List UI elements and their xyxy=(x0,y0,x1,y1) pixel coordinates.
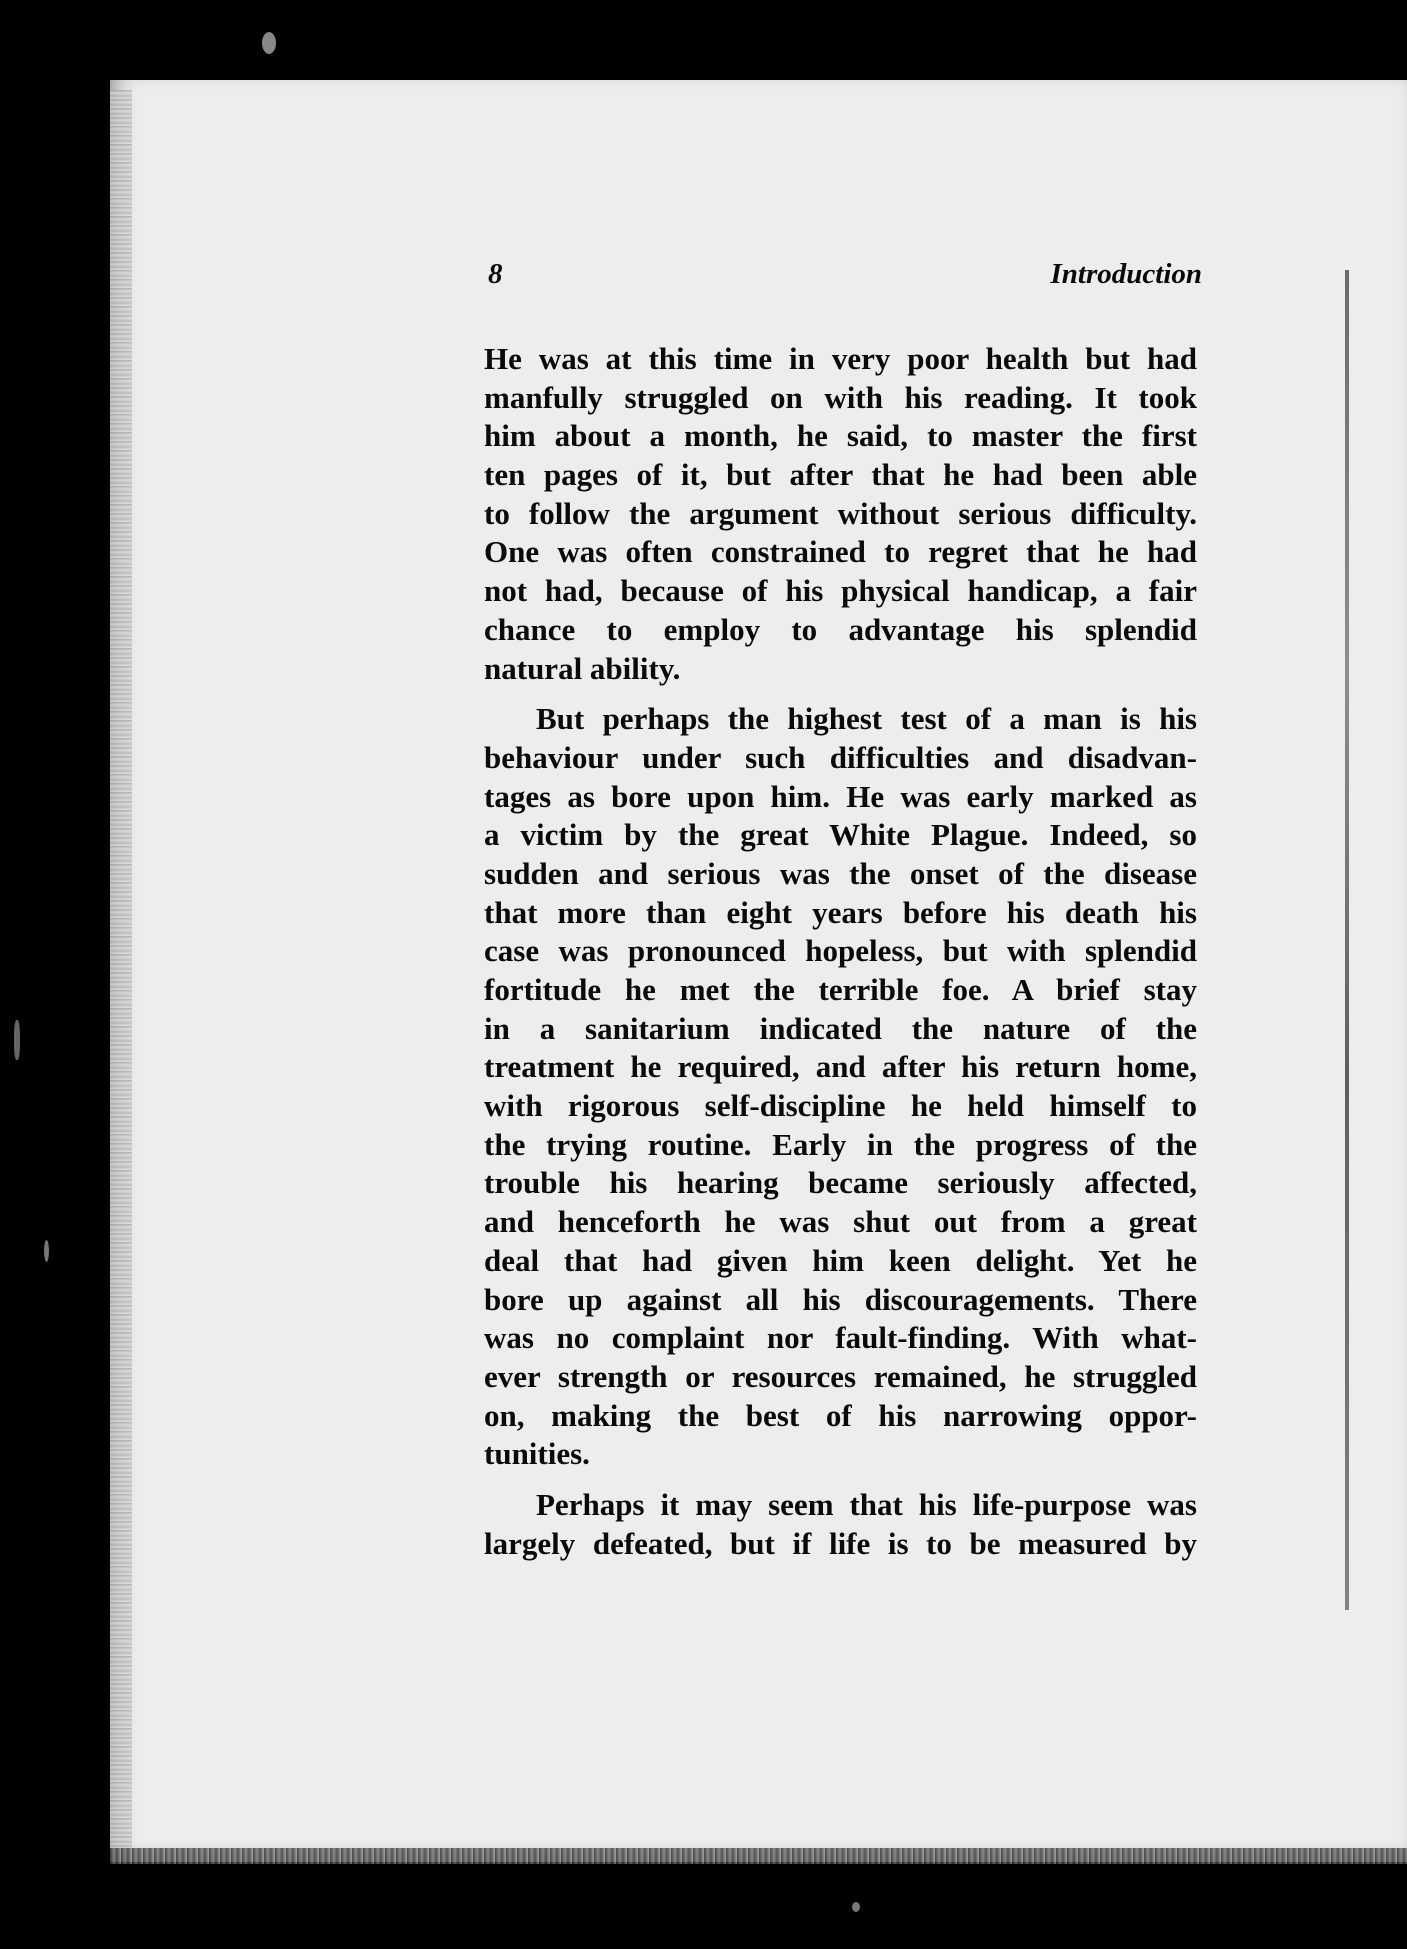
paragraph xyxy=(484,700,1197,1474)
text-line: ten pages of it, but after that he had been able xyxy=(484,457,1197,493)
text-line: tages as bore upon him. He was early marked as xyxy=(484,778,1197,814)
paragraph-gap xyxy=(484,1474,1197,1486)
text-line: ever strength or resources remained, he struggled xyxy=(484,1358,1197,1394)
paper-bottom-edge xyxy=(110,1848,1407,1864)
text-line: Perhaps it may seem that his life-purpose was xyxy=(536,1486,1197,1522)
text-line: sudden and serious was the onset of the disease xyxy=(484,855,1197,891)
text-line: treatment he required, and after his return home, xyxy=(484,1049,1197,1085)
text-line: largely defeated, but if life is to be measured by xyxy=(484,1525,1197,1561)
text-line: with rigorous self-discipline he held himself to xyxy=(484,1088,1197,1124)
text-line: and henceforth he was shut out from a great xyxy=(484,1204,1197,1240)
scan-speck xyxy=(262,32,276,54)
text-line: He was at this time in very poor health but had xyxy=(484,341,1197,376)
text-line: him about a month, he said, to master the first xyxy=(484,418,1197,454)
text-line: a victim by the great White Plague. Indeed, so xyxy=(484,817,1197,853)
page-number: 8 xyxy=(488,258,503,290)
page-fold-shadow xyxy=(1345,270,1349,1610)
text-line: deal that had given him keen delight. Yet he xyxy=(484,1242,1197,1278)
text-line: to follow the argument without serious difficulty. xyxy=(484,495,1197,531)
paragraph xyxy=(484,1486,1197,1563)
text-line: that more than eight years before his death his xyxy=(484,894,1197,930)
text-line: the trying routine. Early in the progress of the xyxy=(484,1126,1197,1162)
text-line: case was pronounced hopeless, but with splendid xyxy=(484,933,1197,969)
text-line: was no complaint nor fault-finding. With what- xyxy=(484,1320,1197,1356)
text-line: natural ability. xyxy=(484,650,681,686)
scan-speck xyxy=(44,1240,49,1262)
text-line: One was often constrained to regret that he had xyxy=(484,534,1197,570)
body-text xyxy=(484,340,1197,1563)
paragraph xyxy=(484,340,1197,688)
scan-speck xyxy=(14,1020,20,1060)
paper-left-edge xyxy=(110,90,132,1850)
scan-speck xyxy=(852,1902,860,1912)
running-head: Introduction xyxy=(1050,258,1202,290)
text-line: trouble his hearing became seriously affected, xyxy=(484,1165,1197,1201)
text-line: tunities. xyxy=(484,1436,590,1472)
text-line: not had, because of his physical handicap, a fair xyxy=(484,573,1197,609)
paragraph-gap xyxy=(484,688,1197,700)
text-line: manfully struggled on with his reading. It took xyxy=(484,379,1197,415)
text-line: on, making the best of his narrowing oppor- xyxy=(484,1397,1197,1433)
text-line: chance to employ to advantage his splendid xyxy=(484,611,1197,647)
text-line: in a sanitarium indicated the nature of the xyxy=(484,1010,1197,1046)
page-header xyxy=(488,258,1202,302)
text-line: fortitude he met the terrible foe. A brief stay xyxy=(484,972,1197,1007)
text-line: But perhaps the highest test of a man is his xyxy=(536,701,1197,737)
text-line: behaviour under such difficulties and disadvan- xyxy=(484,739,1197,775)
text-line: bore up against all his discouragements. There xyxy=(484,1281,1197,1317)
